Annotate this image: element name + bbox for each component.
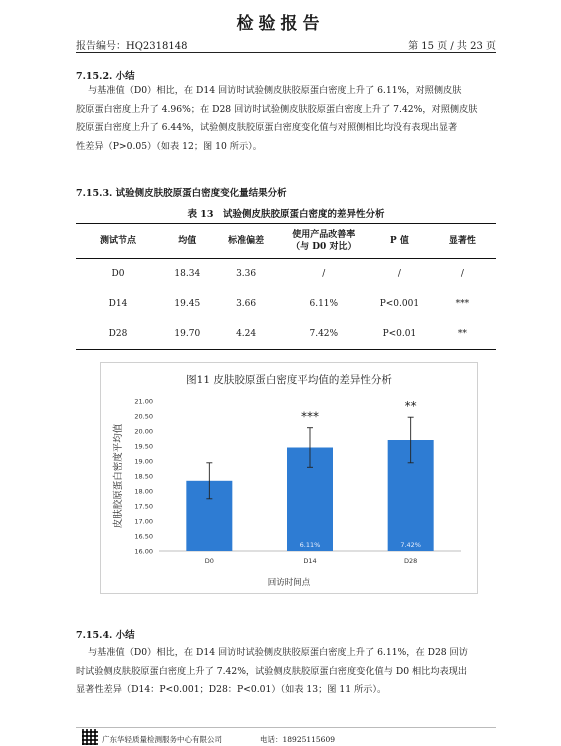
paragraph-line: 时试验侧皮肤胶原蛋白密度上升了 7.42%，试验侧皮肤胶原蛋白密度变化值与 D0 相比均表现出	[76, 665, 468, 677]
footer-rule	[76, 727, 496, 728]
chart-title: 图11 皮肤胶原蛋白密度平均值的差异性分析	[186, 374, 392, 386]
footer-organization: 广东华轻质量检测服务中心有限公司	[102, 735, 222, 744]
page-info: 第 15 页 / 共 23 页	[408, 41, 496, 52]
section-7-15-4-body	[76, 644, 468, 700]
bar-chart	[101, 363, 477, 593]
paragraph-line: 胶原蛋白密度上升了 6.44%，试验侧皮肤胶原蛋白密度变化值与对照侧相比均没有表现出显著	[76, 122, 458, 133]
header-rule	[76, 52, 496, 53]
y-axis-label: 皮肤胶原蛋白密度平均值	[113, 423, 124, 529]
results-table	[76, 223, 496, 350]
x-axis-label: 回访时间点	[267, 578, 311, 588]
table-cell: D28	[76, 319, 160, 350]
bar-data-label: 6.11%	[299, 541, 321, 549]
y-tick-label: 16.50	[134, 532, 153, 541]
table-cell: /	[460, 269, 464, 279]
document-title: 检验报告	[236, 14, 325, 34]
table-cell: 3.36	[236, 269, 257, 279]
table-caption: 表 13 试验侧皮肤胶原蛋白密度的差异性分析	[187, 209, 385, 220]
table-cell: 3.66	[236, 299, 257, 309]
report-number: 报告编号：HQ2318148	[76, 41, 188, 52]
table-cell: D0	[111, 269, 125, 279]
section-7-15-2-heading: 7.15.2. 小结	[76, 71, 135, 82]
y-tick-label: 17.00	[134, 517, 153, 526]
footer-phone: 电话：18925115609	[260, 735, 335, 744]
table-cell: D14	[108, 299, 128, 309]
y-tick-label: 17.50	[134, 502, 153, 511]
qr-code-icon	[82, 729, 98, 745]
table-cell: P<0.001	[379, 299, 420, 309]
table-cell: 19.70	[160, 319, 215, 350]
table-cell: P<0.01	[370, 319, 429, 350]
y-tick-label: 18.00	[134, 487, 153, 496]
paragraph-line: 与基准值（D0）相比，在 D14 回访时试验侧皮肤胶原蛋白密度上升了 6.11%，在 D28 回访	[88, 647, 468, 658]
col-header: 均值	[160, 224, 215, 259]
x-tick-label: D28	[404, 557, 418, 565]
col-header: 测试节点	[76, 224, 160, 259]
table-cell: ***	[455, 299, 470, 309]
table-cell: **	[429, 319, 496, 350]
table-row	[76, 289, 496, 319]
chart-frame	[100, 362, 478, 594]
col-header: 显著性	[429, 224, 496, 259]
col-header	[278, 224, 370, 259]
paragraph-line: 性差异（P>0.05）（如表 12；图 10 所示）。	[76, 140, 262, 152]
x-tick-label: D14	[303, 557, 317, 565]
x-tick-label: D0	[204, 557, 214, 565]
y-tick-label: 21.00	[134, 397, 153, 406]
col-header: 标准偏差	[215, 224, 278, 259]
y-tick-label: 20.00	[134, 427, 153, 436]
table-cell: /	[322, 269, 326, 279]
table-row	[76, 259, 496, 290]
significance-marker: ***	[301, 409, 319, 424]
section-7-15-3-heading: 7.15.3. 试验侧皮肤胶原蛋白密度变化量结果分析	[76, 188, 287, 199]
table-header-row	[76, 224, 496, 259]
paragraph-line: 胶原蛋白密度上升了 4.96%；在 D28 回访时试验侧皮肤胶原蛋白密度上升了 7.42%，对照侧皮肤	[76, 103, 478, 115]
col-header: P 值	[370, 224, 429, 259]
col-header-line: （与 D0 对比）	[291, 242, 357, 252]
paragraph-line: 与基准值（D0）相比，在 D14 回访时试验侧皮肤胶原蛋白密度上升了 6.11%，对照侧皮肤	[88, 85, 462, 96]
table-cell: 18.34	[174, 269, 201, 279]
y-tick-label: 20.50	[134, 412, 153, 421]
y-tick-label: 19.50	[134, 442, 153, 451]
table-cell: 7.42%	[278, 319, 370, 350]
table-cell: 4.24	[215, 319, 278, 350]
table-cell: 6.11%	[309, 299, 339, 309]
section-7-15-2-body	[76, 82, 478, 156]
section-7-15-4-heading: 7.15.4. 小结	[76, 630, 135, 641]
y-tick-label: 18.50	[134, 472, 153, 481]
y-tick-label: 16.00	[134, 547, 153, 556]
table-row	[76, 319, 496, 350]
bar-data-label: 7.42%	[400, 541, 421, 549]
table-cell: 19.45	[174, 299, 201, 309]
y-tick-label: 19.00	[134, 457, 153, 466]
paragraph-line: 显著性差异（D14：P<0.001；D28：P<0.01）（如表 13；图 11 所示）。	[76, 684, 387, 695]
col-header-line: 使用产品改善率	[292, 230, 356, 240]
significance-marker: **	[404, 399, 417, 414]
table-cell: /	[397, 269, 401, 279]
